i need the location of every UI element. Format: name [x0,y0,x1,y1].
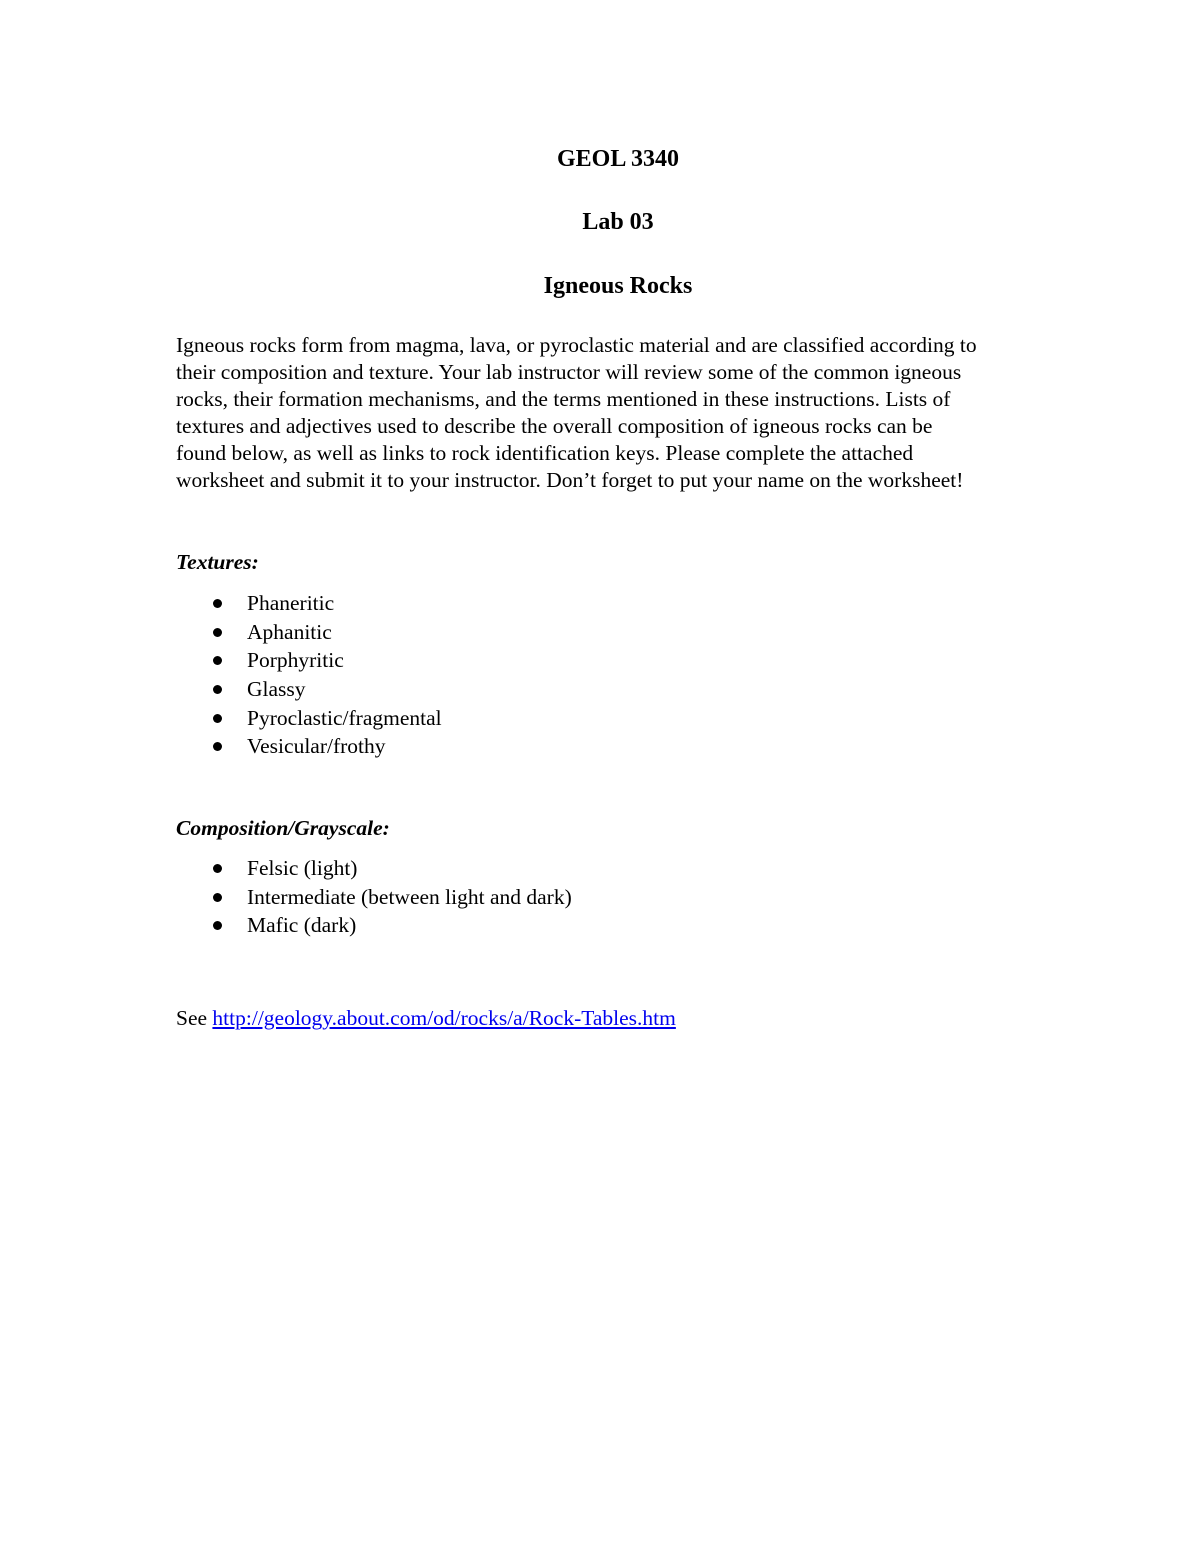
reference-line [176,1004,676,1032]
bullet-icon [213,628,222,637]
list-item-label: Glassy [247,677,306,702]
bullet-icon [213,656,222,665]
list-item-label: Felsic (light) [247,856,358,880]
composition-list [176,854,572,940]
list-item-label: Aphanitic [247,619,332,644]
intro-line: found below, as well as links to rock identification keys. Please complete the attached [176,441,914,465]
textures-heading: Textures: [176,550,259,574]
bullet-icon [213,599,222,608]
intro-line: rocks, their formation mechanisms, and the terms mentioned in these instructions. Lists of [176,387,951,411]
rock-tables-link[interactable]: http://geology.about.com/od/rocks/a/Rock-Tables.htm [212,1006,676,1030]
intro-line: worksheet and submit it to your instructor. Don’t forget to put your name on the worksheet! [176,468,964,492]
textures-list [176,589,442,761]
list-item [176,911,572,940]
bullet-icon [213,921,222,930]
list-item-label: Vesicular/frothy [247,734,386,759]
list-item-label: Intermediate (between light and dark) [247,884,572,909]
list-item-label: Phaneritic [247,591,335,615]
list-item-label: Mafic (dark) [247,913,357,938]
list-item [176,589,442,618]
bullet-icon [213,742,222,751]
intro-line: their composition and texture. Your lab instructor will review some of the common igneous [176,360,962,384]
bullet-icon [213,714,222,723]
intro-line: Igneous rocks form from magma, lava, or pyroclastic material and are classified according to [176,333,977,357]
list-item [176,854,572,883]
composition-heading: Composition/Grayscale: [176,816,390,840]
list-item [176,675,442,704]
list-item [176,618,442,647]
list-item [176,883,572,912]
reference-prefix: See [176,1006,213,1030]
intro-line: textures and adjectives used to describe the overall composition of igneous rocks can be [176,414,933,438]
list-item-label: Pyroclastic/fragmental [247,705,442,730]
list-item-label: Porphyritic [247,648,344,673]
bullet-icon [213,685,222,694]
list-item [176,704,442,733]
list-item [176,732,442,761]
bullet-icon [213,893,222,902]
lab-number: Lab 03 [582,209,654,235]
list-item [176,646,442,675]
intro-paragraph [176,332,1066,494]
lab-topic: Igneous Rocks [543,273,693,299]
bullet-icon [213,864,222,873]
course-title: GEOL 3340 [556,146,680,172]
